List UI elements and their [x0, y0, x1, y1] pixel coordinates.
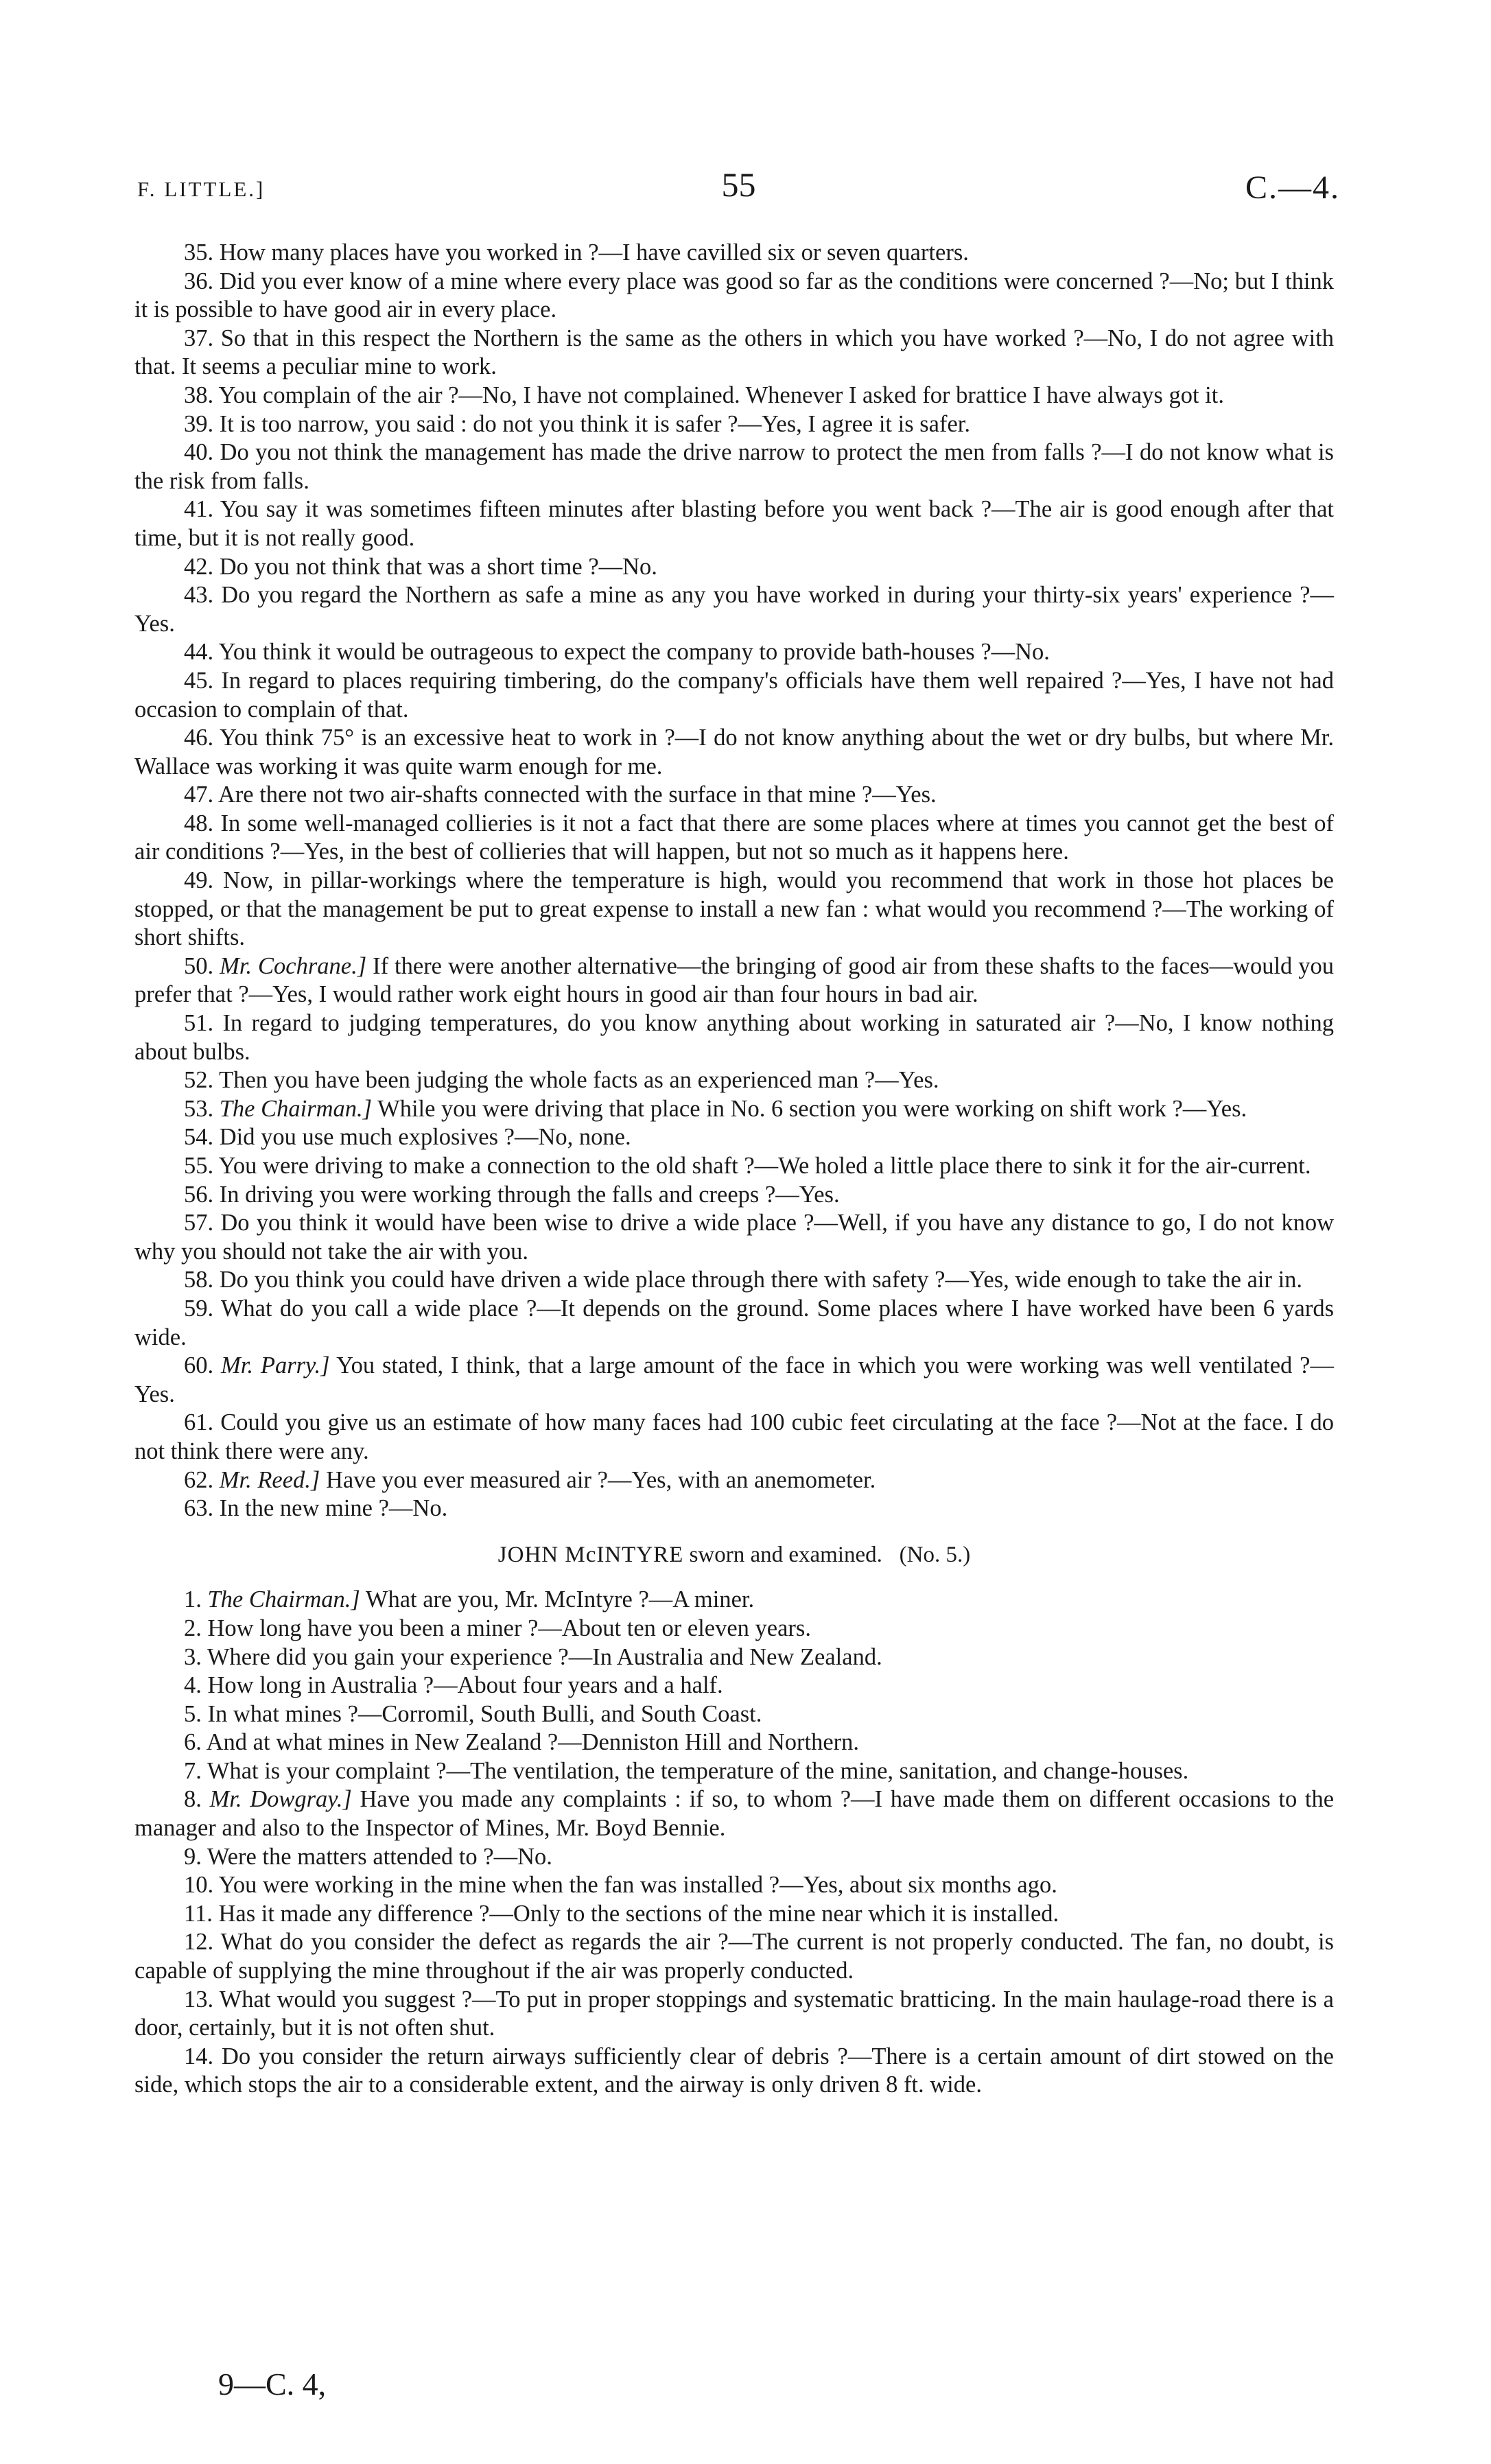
- testimony-little: [134, 239, 1334, 1523]
- question-answer: [134, 952, 1334, 1009]
- question-answer: 41. You say it was sometimes fifteen minutes after blasting before you went back ?—The air is good enough after that time, but it is not really good.: [134, 496, 1334, 551]
- question-text: Have you made any complaints : if so, to whom ?—I have made them on different occasions to the manager and also to the Inspector of Mines, Mr. Boyd Bennie.: [134, 1786, 1335, 1842]
- question-answer: [134, 1586, 1334, 1615]
- question-answer: 14. Do you consider the return airways sufficiently clear of debris ?—There is a certain amount of dirt stowed on the side, which stops the air to a considerable extent, and the airway is only driven 8 ft. wide.: [134, 2043, 1334, 2098]
- question-answer: 56. In driving you were working through the falls and creeps ?—Yes.: [184, 1181, 840, 1208]
- question-answer: 4. How long in Australia ?—About four years and a half.: [184, 1672, 723, 1699]
- question-number: 50.: [184, 952, 214, 979]
- question-answer: 49. Now, in pillar-workings where the temperature is high, would you recommend that work in those hot places be stopped, or that the management be put to great expense to install a new fan : what would you recommend ?—The working of short shifts.: [134, 867, 1334, 951]
- question-answer: 63. In the new mine ?—No.: [184, 1495, 448, 1522]
- witness-number: (No. 5.): [899, 1542, 971, 1567]
- question-answer: [134, 1352, 1334, 1409]
- question-answer: 35. How many places have you worked in ?—I have cavilled six or seven quarters.: [184, 239, 969, 266]
- question-text: What are you, Mr. McIntyre ?—A miner.: [365, 1586, 755, 1613]
- question-number: 53.: [184, 1095, 214, 1122]
- question-answer: 43. Do you regard the Northern as safe a mine as any you have worked in during your thirty-six years' experience ?—Yes.: [134, 582, 1334, 637]
- question-text: You stated, I think, that a large amount of the face in which you were working was well ventilated ?—Yes.: [134, 1352, 1334, 1407]
- question-answer: 44. You think it would be outrageous to expect the company to provide bath-houses ?—No.: [184, 639, 1050, 666]
- question-answer: 11. Has it made any difference ?—Only to the sections of the mine near which it is installed.: [184, 1900, 1059, 1927]
- page-number: 55: [721, 165, 756, 204]
- question-answer: 58. Do you think you could have driven a wide place through there with safety ?—Yes, wide enough to take the air in.: [184, 1267, 1303, 1293]
- question-text: While you were driving that place in No. 6 section you were working on shift work ?—Yes.: [377, 1095, 1247, 1122]
- question-answer: 37. So that in this respect the Northern is the same as the others in which you have worked ?—No, I do not agree with that. It seems a peculiar mine to work.: [134, 325, 1334, 380]
- question-answer: 52. Then you have been judging the whole facts as an experienced man ?—Yes.: [184, 1067, 939, 1094]
- question-answer: 2. How long have you been a miner ?—About ten or eleven years.: [184, 1615, 811, 1641]
- question-answer: 55. You were driving to make a connection to the old shaft ?—We holed a little place there to sink it for the air-current.: [184, 1153, 1311, 1179]
- speaker: Mr. Reed.]: [219, 1466, 320, 1493]
- question-answer: 5. In what mines ?—Corromil, South Bulli, and South Coast.: [184, 1700, 762, 1727]
- witness-label: sworn and examined.: [689, 1542, 882, 1567]
- question-answer: 3. Where did you gain your experience ?—In Australia and New Zealand.: [184, 1643, 882, 1670]
- question-answer: [134, 1466, 1334, 1495]
- question-answer: 12. What do you consider the defect as regards the air ?—The current is not properly conducted. The fan, no doubt, is capable of supplying the mine throughout if the air was properly conducted.: [134, 1929, 1334, 1984]
- page-header: [137, 165, 1340, 213]
- witness-name: JOHN McINTYRE: [497, 1542, 684, 1567]
- question-answer: 40. Do you not think the management has made the drive narrow to protect the men from falls ?—I do not know what is the risk from falls.: [134, 439, 1334, 494]
- question-answer: 10. You were working in the mine when the fan was installed ?—Yes, about six months ago.: [184, 1872, 1057, 1899]
- question-answer: 39. It is too narrow, you said : do not you think it is safer ?—Yes, I agree it is safer.: [184, 410, 970, 437]
- question-number: 8.: [184, 1786, 202, 1813]
- question-answer: 51. In regard to judging temperatures, do you know anything about working in saturated air ?—No, I know nothing about bulbs.: [134, 1010, 1334, 1065]
- header-witness-name: F. LITTLE.]: [137, 177, 266, 201]
- question-number: 62.: [184, 1466, 214, 1493]
- question-text: Have you ever measured air ?—Yes, with an anemometer.: [325, 1466, 876, 1493]
- question-number: 60.: [184, 1352, 214, 1379]
- question-answer: 7. What is your complaint ?—The ventilation, the temperature of the mine, sanitation, and change-houses.: [184, 1757, 1189, 1784]
- question-answer: 46. You think 75° is an excessive heat to work in ?—I do not know anything about the wet or dry bulbs, but where Mr. Wallace was working it was quite warm enough for me.: [134, 725, 1334, 779]
- question-answer: 6. And at what mines in New Zealand ?—Denniston Hill and Northern.: [184, 1729, 859, 1756]
- question-answer: 45. In regard to places requiring timbering, do the company's officials have them well repaired ?—Yes, I have not had occasion to complain of that.: [134, 667, 1334, 723]
- testimony-mcintyre: [134, 1586, 1334, 2100]
- signature-mark: 9—C. 4,: [218, 2367, 327, 2402]
- document-reference: C.—4.: [1245, 169, 1340, 206]
- speaker: Mr. Dowgray.]: [209, 1786, 352, 1813]
- question-answer: 13. What would you suggest ?—To put in proper stoppings and systematic bratticing. In the main haulage-road there is a door, certainly, but it is not often shut.: [134, 1986, 1334, 2041]
- question-answer: 47. Are there not two air-shafts connected with the surface in that mine ?—Yes.: [184, 782, 937, 808]
- question-answer: 54. Did you use much explosives ?—No, none.: [184, 1124, 631, 1151]
- question-text: If there were another alternative—the bringing of good air from these shafts to the faces—would you prefer that ?—Yes, I would rather work eight hours in good air than four hours in bad air.: [134, 952, 1334, 1008]
- witness-heading: [134, 1541, 1334, 1570]
- speaker: Mr. Cochrane.]: [220, 952, 367, 979]
- question-answer: [134, 1095, 1334, 1124]
- speaker: Mr. Parry.]: [221, 1352, 330, 1379]
- question-answer: [134, 1785, 1334, 1842]
- speaker: The Chairman.]: [207, 1586, 360, 1613]
- question-answer: 59. What do you call a wide place ?—It depends on the ground. Some places where I have worked have been 6 yards wide.: [134, 1295, 1334, 1350]
- document-body: [134, 239, 1334, 2100]
- question-answer: 42. Do you not think that was a short time ?—No.: [184, 553, 657, 580]
- question-answer: 48. In some well-managed collieries is it not a fact that there are some places where at times you cannot get the best of air conditions ?—Yes, in the best of collieries that will happen, but not so much as it happens here.: [134, 810, 1334, 865]
- question-answer: 61. Could you give us an estimate of how many faces had 100 cubic feet circulating at the face ?—Not at the face. I do not think there were any.: [134, 1409, 1334, 1464]
- question-answer: 36. Did you ever know of a mine where every place was good so far as the conditions were concerned ?—No; but I think it is possible to have good air in every place.: [134, 268, 1334, 323]
- question-answer: 57. Do you think it would have been wise to drive a wide place ?—Well, if you have any distance to go, I do not know why you should not take the air with you.: [134, 1210, 1334, 1265]
- speaker: The Chairman.]: [219, 1095, 373, 1122]
- question-answer: 9. Were the matters attended to ?—No.: [184, 1843, 552, 1870]
- question-number: 1.: [184, 1586, 202, 1613]
- question-answer: 38. You complain of the air ?—No, I have not complained. Whenever I asked for brattice I have always got it.: [184, 382, 1224, 408]
